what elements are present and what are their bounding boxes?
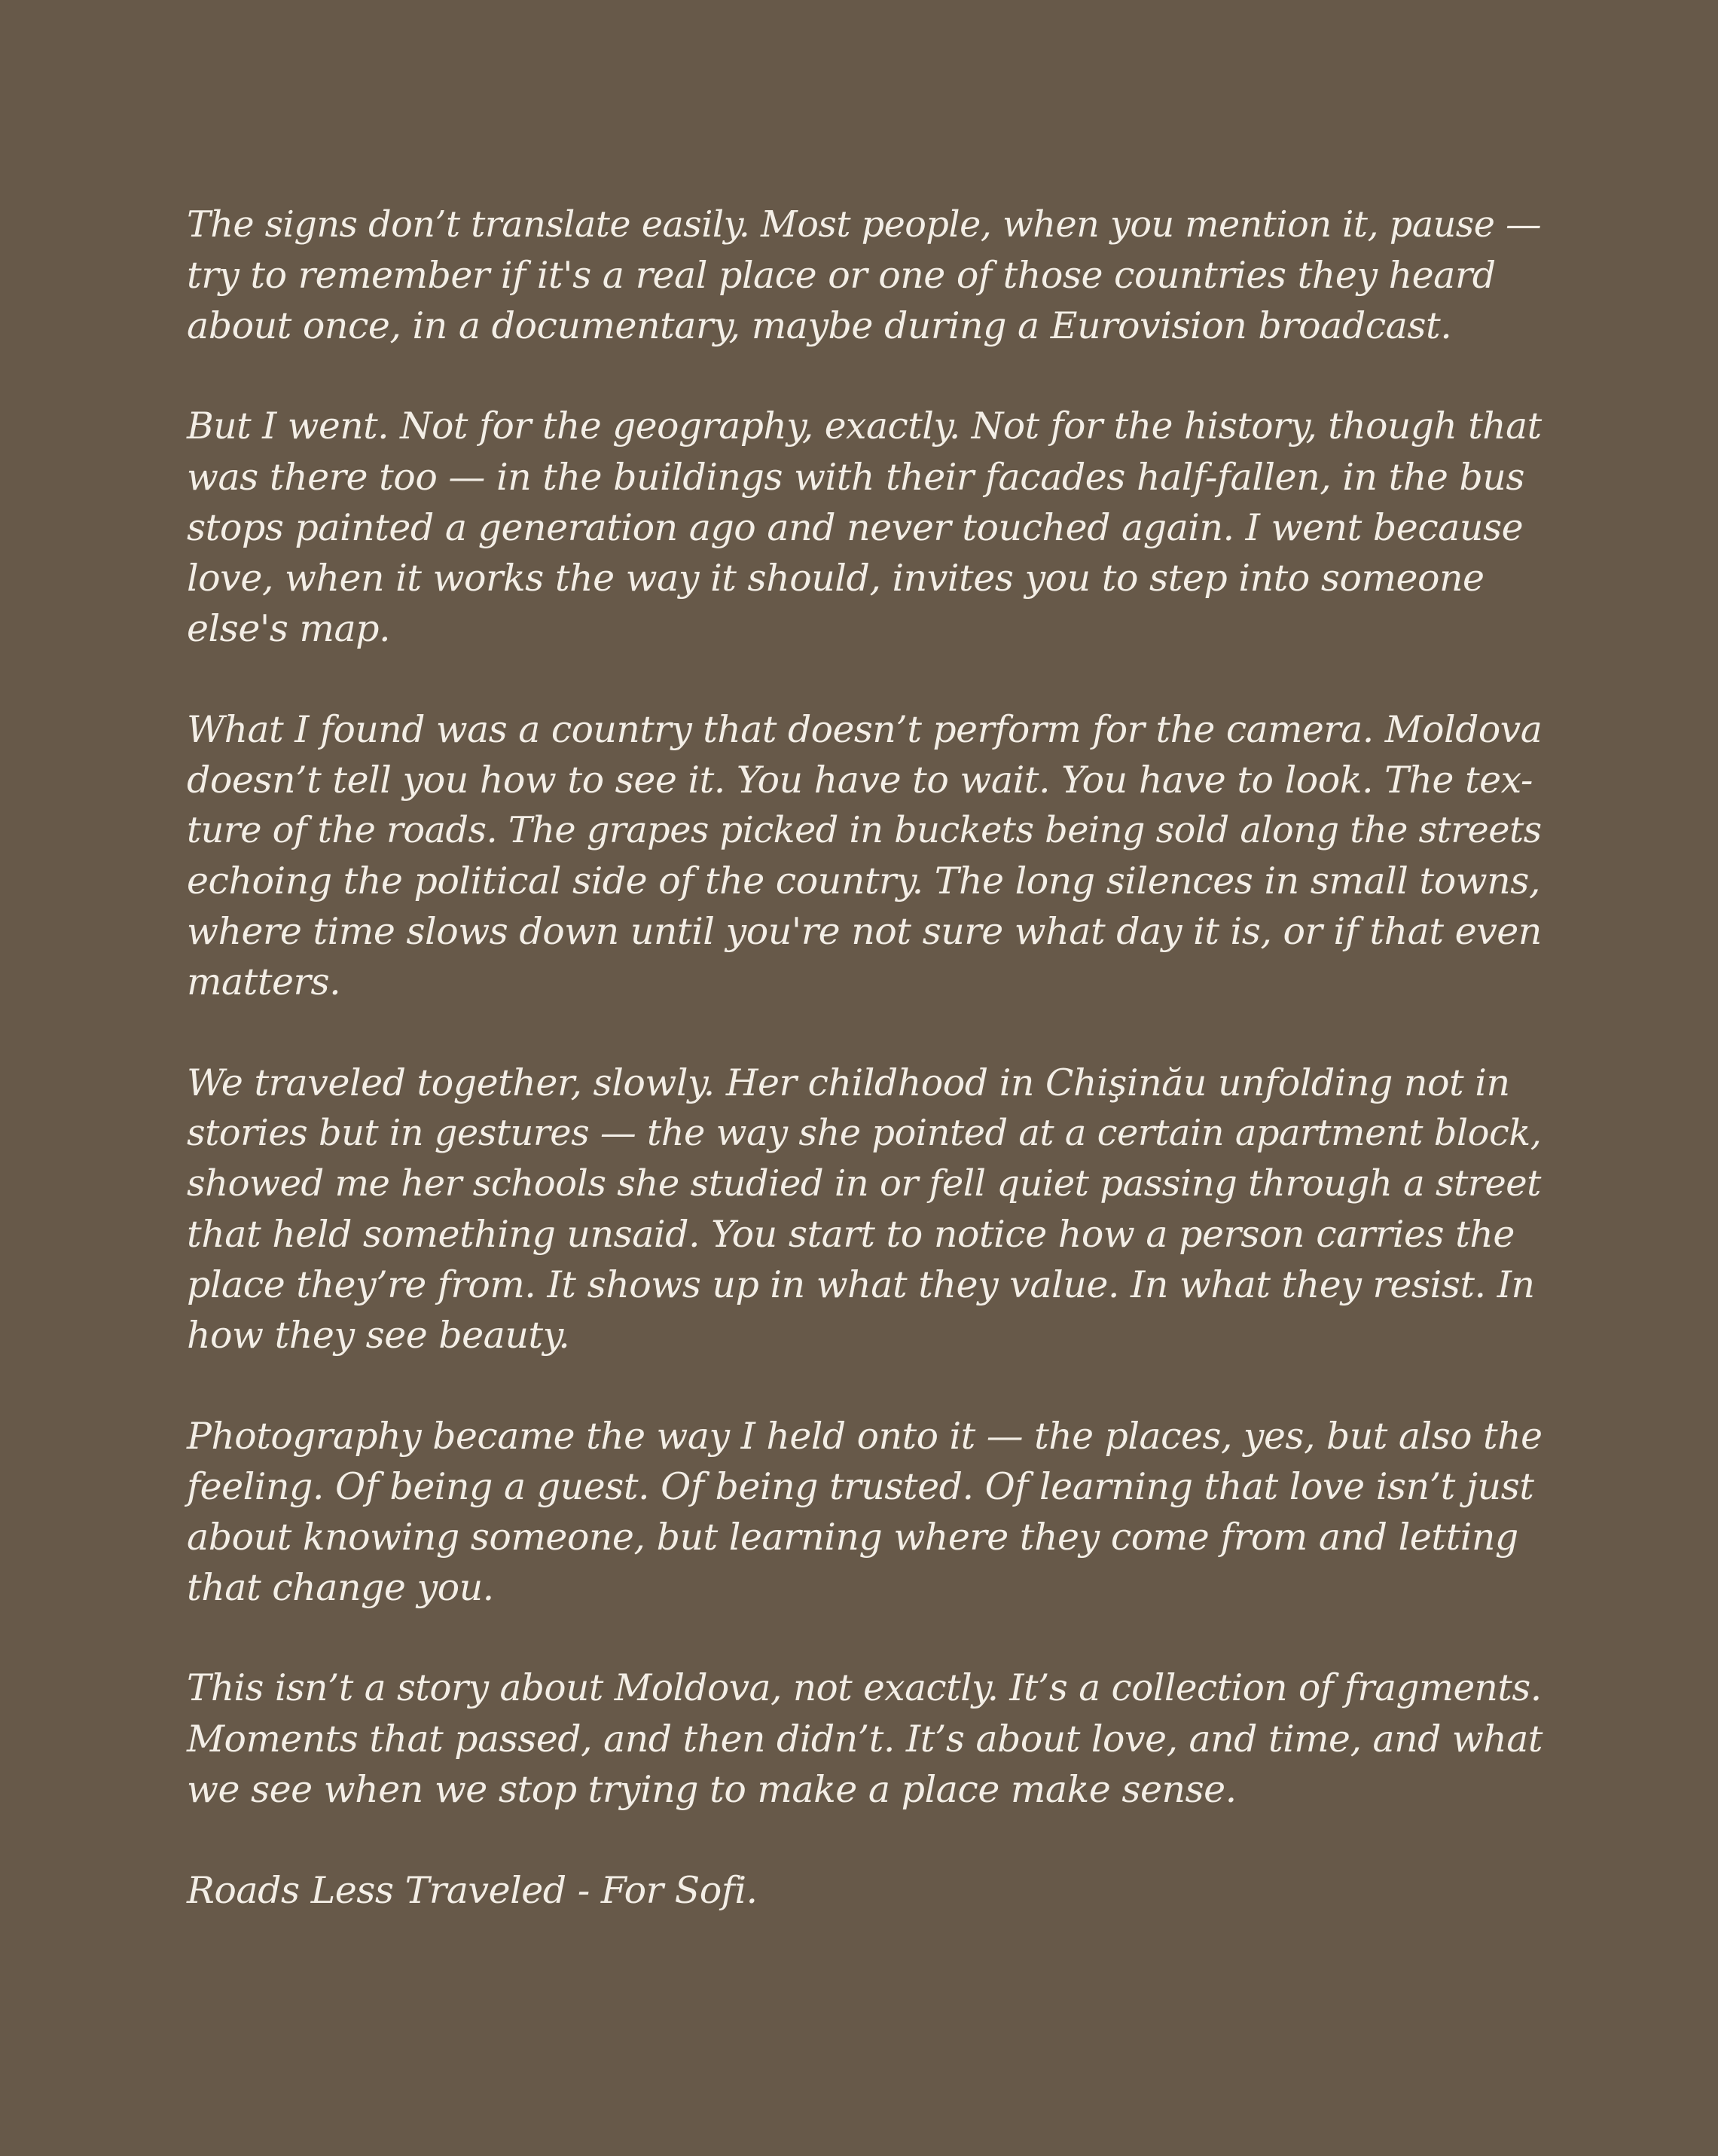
paragraph-2 — [187, 402, 1543, 654]
text-line: Photography became the way I held onto it — the places, yes, but also the — [187, 1415, 1543, 1458]
signature-text: Roads Less Traveled - For Sofi. — [187, 1869, 758, 1912]
text-line: about once, in a documentary, maybe during a Eurovision broadcast. — [187, 304, 1452, 347]
text-line: was there too — in the buildings with their facades half-fallen, in the bus — [187, 456, 1524, 499]
text-line: that held something unsaid. You start to notice how a person carries the — [187, 1213, 1515, 1256]
text-line: stories but in gestures — the way she pointed at a certain apartment block, — [187, 1113, 1542, 1154]
text-line: that change you. — [187, 1566, 494, 1609]
text-line: we see when we stop trying to make a place make sense. — [187, 1768, 1237, 1811]
text-line: place they’re from. It shows up in what they value. In what they resist. In — [187, 1263, 1535, 1306]
text-line: ture of the roads. The grapes picked in buckets being sold along the streets — [187, 810, 1542, 851]
essay-text — [187, 200, 1543, 1916]
text-line: about knowing someone, but learning where they come from and letting — [187, 1516, 1518, 1559]
paragraph-5 — [187, 1411, 1543, 1613]
paragraph-3 — [187, 704, 1543, 1007]
paragraph-4 — [187, 1058, 1543, 1360]
text-line: try to remember if it's a real place or one of those countries they heard — [187, 254, 1496, 297]
text-line: how they see beauty. — [187, 1314, 570, 1357]
text-line: What I found was a country that doesn’t perform for the camera. Moldova — [187, 708, 1543, 751]
text-line: Moments that passed, and then didn’t. It’s about love, and time, and what — [187, 1718, 1543, 1761]
text-line: doesn’t tell you how to see it. You have to wait. You have to look. The tex- — [187, 759, 1533, 802]
text-line: echoing the political side of the country. The long silences in small towns, — [187, 860, 1540, 902]
text-line: where time slows down until you're not sure what day it is, or if that even — [187, 910, 1542, 953]
signature-line — [187, 1865, 1543, 1916]
text-line: feeling. Of being a guest. Of being trusted. Of learning that love isn’t just — [187, 1465, 1534, 1508]
text-line: stops painted a generation ago and never touched again. I went because — [187, 506, 1524, 549]
text-line: showed me her schools she studied in or fell quiet passing through a street — [187, 1162, 1541, 1205]
paragraph-1 — [187, 200, 1543, 351]
text-line: else's map. — [187, 607, 391, 650]
text-line: But I went. Not for the geography, exactly. Not for the history, though that — [187, 405, 1542, 447]
text-line: We traveled together, slowly. Her childhood in Chişinău unfolding not in — [187, 1061, 1510, 1104]
text-line: The signs don’t translate easily. Most people, when you mention it, pause — — [187, 204, 1542, 246]
text-line: matters. — [187, 960, 341, 1003]
text-line: love, when it works the way it should, invites you to step into someone — [187, 557, 1485, 600]
text-line: This isn’t a story about Moldova, not exactly. It’s a collection of fragments. — [187, 1667, 1542, 1709]
paragraph-6 — [187, 1663, 1543, 1815]
